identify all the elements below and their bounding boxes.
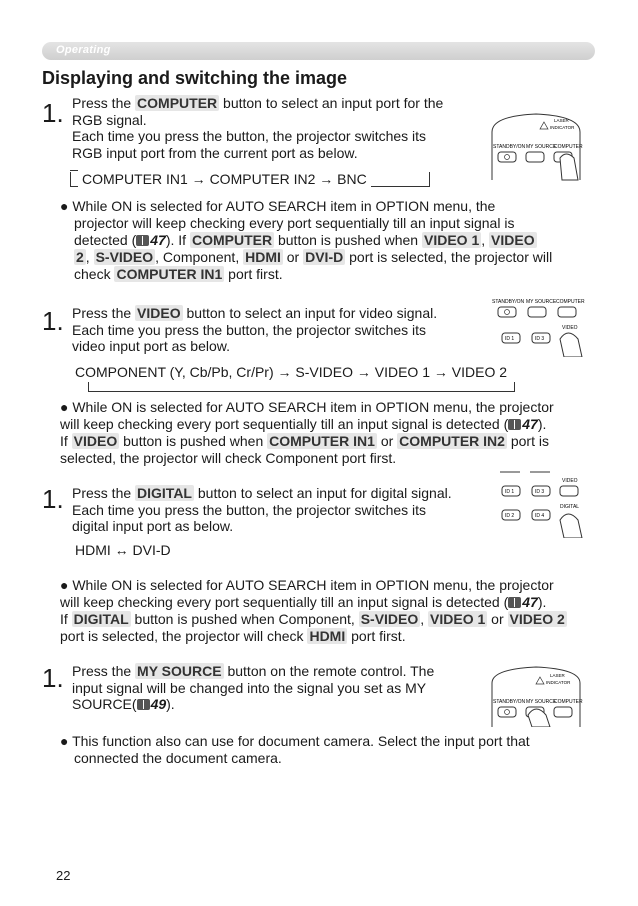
remote-control-digital-image xyxy=(490,470,586,538)
svg-text:COMPUTER: COMPUTER xyxy=(554,699,583,705)
svg-text:ID 2: ID 2 xyxy=(505,513,515,519)
svg-text:ID 3: ID 3 xyxy=(535,336,545,342)
keyword-mysource: MY SOURCE xyxy=(137,663,222,679)
computer-instructions: Press the COMPUTER button to select an input port for the RGB signal. Each time you press the button, the projector switches its RGB input port from the current port as below. xyxy=(72,95,444,161)
video-input-cycle: COMPONENT (Y, Cb/Pb, Cr/Pr) → S-VIDEO → VIDEO 1 → VIDEO 2 xyxy=(75,364,508,380)
digital-auto-search-note: ● While ON is selected for AUTO SEARCH item in OPTION menu, the projector will keep checking every port sequentially till an input signal is detected ( 47). If DIGITAL button is pushed when Component, S-VIDEO , VIDEO 1 or VIDEO 2 port is selected, the projector will check HDMI port first. xyxy=(60,577,565,644)
svg-text:ID 1: ID 1 xyxy=(505,489,515,495)
computer-input-cycle: COMPUTER IN1 → COMPUTER IN2 → BNC xyxy=(78,171,371,187)
remote-control-video-image xyxy=(490,295,586,357)
page-number: 22 xyxy=(56,868,71,883)
book-icon xyxy=(508,419,521,430)
svg-text:ID 1: ID 1 xyxy=(505,336,515,342)
computer-auto-search-note: ● While ON is selected for AUTO SEARCH item in OPTION menu, the projector will keep checking every port sequentially till an input signal is detected ( 47). If COMPUTER button is pushed when VIDEO 1 , VIDEO 2 , S-VIDEO , Component, HDMI or DVI-D port is selected, the projector will check COMPUTER IN1 port first. xyxy=(60,198,553,282)
document-camera-note: ● This function also can use for document camera. Select the input port that connected the document camera. xyxy=(60,733,530,766)
standby-label: STANDBY/ON xyxy=(493,144,526,150)
mysource-instructions: Press the MY SOURCE button on the remote control. The input signal will be changed into the signal you set as MY SOURCE( 49). xyxy=(72,663,435,712)
step-number: 1. xyxy=(42,484,64,514)
cycle-arrow-tick xyxy=(70,170,78,171)
book-icon xyxy=(136,235,149,246)
svg-text:INDICATOR: INDICATOR xyxy=(546,680,571,685)
svg-text:STANDBY/ON: STANDBY/ON xyxy=(493,699,526,705)
step-number: 1. xyxy=(42,306,64,336)
remote-control-mysource-image xyxy=(488,665,584,727)
cycle-return-line xyxy=(88,382,515,392)
laser-label: LASER xyxy=(554,118,569,123)
step-number: 1. xyxy=(42,663,64,693)
mysource-label: MY SOURCE xyxy=(526,144,557,150)
remote-control-computer-image xyxy=(488,110,584,182)
book-icon xyxy=(137,699,150,710)
svg-text:MY SOURCE: MY SOURCE xyxy=(526,299,557,305)
computer-label: COMPUTER xyxy=(554,144,583,150)
page-title: Displaying and switching the image xyxy=(42,68,348,88)
svg-text:VIDEO: VIDEO xyxy=(562,325,578,331)
video-auto-search-note: ● While ON is selected for AUTO SEARCH item in OPTION menu, the projector will keep checking every port sequentially till an input signal is detected ( 47). If VIDEO button is pushed when COMPUTER IN1 or COMPUTER IN2 port is selected, the projector will check Component port first. xyxy=(60,399,554,466)
indicator-label: INDICATOR xyxy=(550,125,575,130)
svg-text:ID 3: ID 3 xyxy=(535,489,545,495)
svg-text:VIDEO: VIDEO xyxy=(562,478,578,484)
svg-text:COMPUTER: COMPUTER xyxy=(556,299,585,305)
book-icon xyxy=(508,597,521,608)
step-number: 1. xyxy=(42,98,64,128)
keyword-digital: DIGITAL xyxy=(137,485,192,501)
section-label: Operating xyxy=(56,44,111,56)
svg-text:DIGITAL: DIGITAL xyxy=(560,504,580,510)
keyword-video: VIDEO xyxy=(137,305,181,321)
digital-input-cycle: HDMI ↔ DVI-D xyxy=(75,542,171,558)
keyword-computer: COMPUTER xyxy=(137,95,218,111)
svg-text:LASER: LASER xyxy=(550,673,565,678)
section-header-bar xyxy=(42,42,595,60)
video-instructions: Press the VIDEO button to select an input for video signal. Each time you press the button, the projector switches its video input port as below. xyxy=(72,305,438,354)
svg-text:ID 4: ID 4 xyxy=(535,513,545,519)
digital-instructions: Press the DIGITAL button to select an input for digital signal. Each time you press the button, the projector switches its digital input port as below. xyxy=(72,485,452,534)
svg-text:MY SOURCE: MY SOURCE xyxy=(526,699,557,705)
svg-text:STANDBY/ON: STANDBY/ON xyxy=(492,299,525,305)
